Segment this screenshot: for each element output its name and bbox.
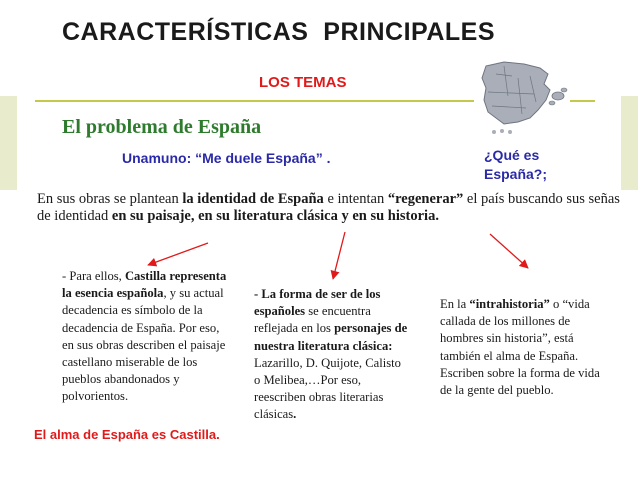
arrow-to-col1 [148, 243, 208, 265]
question-line-1: ¿Qué es [484, 147, 540, 163]
quote-author: Unamuno [122, 150, 187, 166]
intro-bold-2: “regenerar” [387, 191, 464, 207]
literatura-column [254, 286, 409, 424]
quote-text: “Me duele España” . [195, 150, 331, 166]
left-decor-strip [0, 96, 17, 190]
slide-subtitle: LOS TEMAS [259, 74, 347, 91]
quote-separator: : [186, 150, 192, 166]
slide-title: CARACTERÍSTICAS PRINCIPALES [62, 18, 496, 46]
unamuno-quote [122, 150, 331, 166]
col3-bold-1: “intrahistoria” [469, 297, 550, 311]
col2-bold-3: . [293, 407, 297, 422]
arrow-to-col3 [490, 234, 528, 268]
col2-bold-1: - La forma de ser de los españoles [254, 287, 381, 319]
col2-text-1: se encuentra reflejada en los [254, 304, 371, 336]
col1-text-1: Para ellos, [69, 269, 125, 283]
intro-text-2: e intentan [323, 191, 388, 207]
col3-text-1: En la [440, 297, 470, 311]
intro-bold-3: en su paisaje, en su literatura clásica y en su historia. [111, 208, 439, 224]
col1-bold-1: Castilla representa la esencia española [62, 269, 227, 301]
right-decor-strip [621, 96, 638, 190]
section-title: El problema de España [62, 116, 262, 138]
intro-text-3: el país buscando sus señas de identidad [37, 191, 620, 224]
question-box [484, 146, 594, 184]
col3-text-2: o “vida callada de los millones de hombres sin historia”, está también el alma de España. Escriben sobre la forma de vida de la gente del pueblo. [440, 297, 600, 398]
intrahistoria-column [440, 296, 610, 399]
conclusion-text: El alma de España es Castilla. [34, 427, 220, 442]
intro-paragraph [37, 191, 627, 225]
col1-text-2: , y su actual decadencia es símbolo de la decadencia de España. Por eso, en sus obras describen el paisaje castellano miserable de los pueblos abandonados y polvorientos. [62, 286, 226, 404]
spain-map-icon [474, 56, 570, 136]
question-line-2: España?; [484, 166, 548, 182]
intro-text-1: En sus obras se plantean [37, 191, 183, 207]
castilla-column [62, 268, 234, 406]
intro-bold-1: la identidad de España [182, 191, 324, 207]
col2-text-2: Lazarillo, D. Quijote, Calisto o Melibea,…Por eso, reescriben obras literarias clásicas [254, 355, 401, 422]
col2-bold-2: personajes de nuestra literatura clásica: [254, 321, 408, 353]
col1-dash: - [62, 269, 70, 283]
arrow-to-col2 [333, 232, 345, 279]
